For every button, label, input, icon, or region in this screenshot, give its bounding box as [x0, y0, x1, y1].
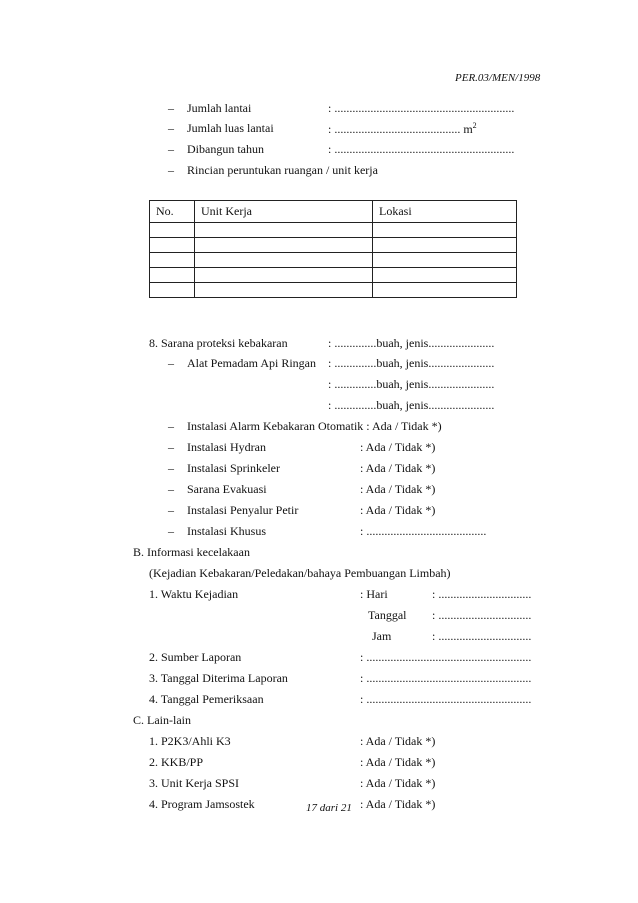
table-header-row	[150, 201, 517, 223]
spsi-value: : Ada / Tidak *)	[360, 776, 436, 790]
bullet: –	[168, 524, 174, 538]
hari-label: : Hari	[360, 587, 388, 601]
bullet: –	[168, 121, 174, 135]
column-header-no: No.	[150, 201, 195, 223]
kkb-label: 2. KKB/PP	[149, 755, 204, 769]
apar-value: : ..............buah, jenis......................	[328, 377, 495, 391]
sumber-laporan-value: : .......................................................	[360, 650, 532, 664]
jam-label: Jam	[372, 629, 392, 643]
bullet: –	[168, 419, 174, 433]
jumlah-luas-value: : .......................................... $m^2$	[328, 121, 477, 136]
tanggal-value: : ...............................	[432, 608, 532, 622]
penyalur-petir-value: : Ada / Tidak *)	[360, 503, 436, 517]
jamsostek-label: 4. Program Jamsostek	[149, 797, 255, 811]
table-cell[interactable]	[195, 223, 373, 238]
table-cell[interactable]	[195, 253, 373, 268]
jumlah-luas-label: Jumlah luas lantai	[187, 121, 274, 135]
apar-label: Alat Pemadam Api Ringan	[187, 356, 316, 370]
table-cell[interactable]	[195, 268, 373, 283]
tanggal-label: Tanggal	[368, 608, 407, 622]
table-cell[interactable]	[195, 283, 373, 298]
tanggal-pemeriksaan-value: : .......................................................	[360, 692, 532, 706]
table-cell[interactable]	[150, 268, 195, 283]
bullet: –	[168, 356, 174, 370]
hari-value: : ...............................	[432, 587, 532, 601]
column-header-unit-kerja: Unit Kerja	[195, 201, 373, 223]
bullet: –	[168, 142, 174, 156]
sprinkeler-value: : Ada / Tidak *)	[360, 461, 436, 475]
jam-value: : ...............................	[432, 629, 532, 643]
unit-superscript: 2	[472, 121, 477, 130]
jamsostek-value: : Ada / Tidak *)	[360, 797, 436, 811]
sumber-laporan-label: 2. Sumber Laporan	[149, 650, 242, 664]
sarana-proteksi-label: 8. Sarana proteksi kebakaran	[149, 336, 288, 350]
bullet: –	[168, 163, 174, 177]
apar-value: : ..............buah, jenis......................	[328, 356, 495, 370]
instalasi-khusus-value: : ........................................	[360, 524, 487, 538]
table-cell[interactable]	[150, 253, 195, 268]
column-header-lokasi: Lokasi	[373, 201, 517, 223]
table-row	[150, 253, 517, 268]
section-b-title: B. Informasi kecelakaan	[133, 545, 250, 559]
spsi-label: 3. Unit Kerja SPSI	[149, 776, 239, 790]
alarm-line: Instalasi Alarm Kebakaran Otomatik : Ada / Tidak *)	[187, 419, 442, 433]
tanggal-pemeriksaan-label: 4. Tanggal Pemeriksaan	[149, 692, 264, 706]
table-cell[interactable]	[373, 253, 517, 268]
dibangun-label: Dibangun tahun	[187, 142, 264, 156]
section-b-subtitle: (Kejadian Kebakaran/Peledakan/bahaya Pembuangan Limbah)	[149, 566, 451, 580]
p2k3-label: 1. P2K3/Ahli K3	[149, 734, 231, 748]
section-c-title: C. Lain-lain	[133, 713, 191, 727]
table-cell[interactable]	[373, 268, 517, 283]
bullet: –	[168, 482, 174, 496]
instalasi-khusus-label: Instalasi Khusus	[187, 524, 266, 538]
table-row	[150, 223, 517, 238]
tanggal-diterima-label: 3. Tanggal Diterima Laporan	[149, 671, 288, 685]
hydran-label: Instalasi Hydran	[187, 440, 266, 454]
sarana-proteksi-value: : ..............buah, jenis......................	[328, 336, 495, 350]
jumlah-lantai-value: : ............................................................	[328, 101, 515, 115]
bullet: –	[168, 461, 174, 475]
sprinkeler-label: Instalasi Sprinkeler	[187, 461, 280, 475]
page-number: 17 dari 21	[306, 802, 352, 814]
dibangun-value: : ............................................................	[328, 142, 515, 156]
bullet: –	[168, 101, 174, 115]
evakuasi-label: Sarana Evakuasi	[187, 482, 267, 496]
table-cell[interactable]	[150, 238, 195, 253]
apar-value: : ..............buah, jenis......................	[328, 398, 495, 412]
table-row	[150, 238, 517, 253]
table-cell[interactable]	[373, 238, 517, 253]
table-cell[interactable]	[150, 283, 195, 298]
hydran-value: : Ada / Tidak *)	[360, 440, 436, 454]
bullet: –	[168, 503, 174, 517]
rincian-label: Rincian peruntukan ruangan / unit kerja	[187, 163, 378, 177]
table-cell[interactable]	[150, 223, 195, 238]
table-cell[interactable]	[373, 223, 517, 238]
document-header: PER.03/MEN/1998	[455, 72, 541, 84]
kkb-value: : Ada / Tidak *)	[360, 755, 436, 769]
table-row	[150, 268, 517, 283]
table-cell[interactable]	[373, 283, 517, 298]
table-cell[interactable]	[195, 238, 373, 253]
bullet: –	[168, 440, 174, 454]
penyalur-petir-label: Instalasi Penyalur Petir	[187, 503, 299, 517]
evakuasi-value: : Ada / Tidak *)	[360, 482, 436, 496]
jumlah-lantai-label: Jumlah lantai	[187, 101, 252, 115]
p2k3-value: : Ada / Tidak *)	[360, 734, 436, 748]
tanggal-diterima-value: : .......................................................	[360, 671, 532, 685]
unit-kerja-table	[149, 200, 517, 298]
table-row	[150, 283, 517, 298]
waktu-kejadian-label: 1. Waktu Kejadian	[149, 587, 239, 601]
